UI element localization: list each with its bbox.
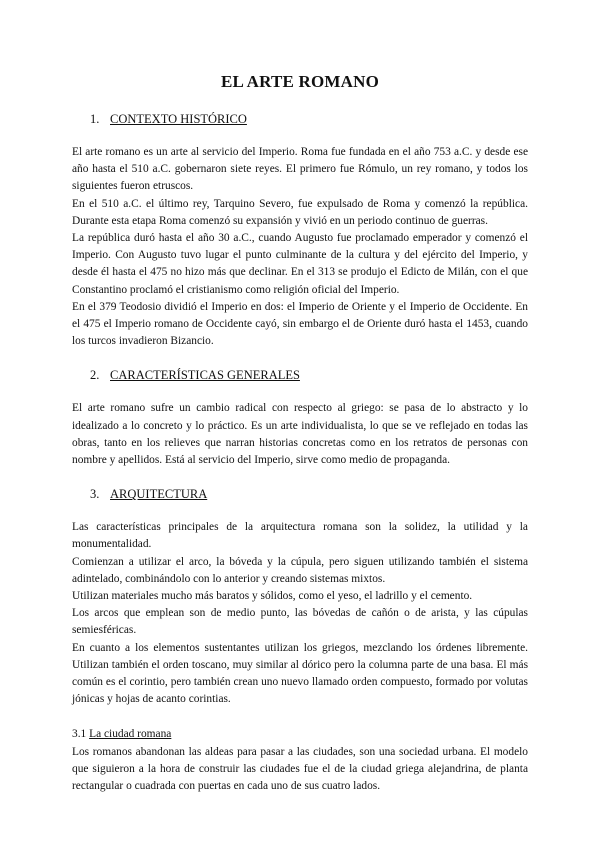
section-heading-caracteristicas [90, 368, 528, 383]
paragraph: Los arcos que emplean son de medio punto, las bóvedas de cañón o de arista, y las cúpulas semiesféricas. [72, 607, 528, 637]
section-number: 1. [90, 112, 100, 126]
paragraph: Comienzan a utilizar el arco, la bóveda y la cúpula, pero siguen utilizando también el sistema adintelado, combinándolo con lo anterior y creando sistemas mixtos. [72, 555, 528, 585]
section-number: 3. [90, 487, 100, 502]
paragraph: Utilizan materiales mucho más baratos y sólidos, como el yeso, el ladrillo y el cemento. [72, 590, 473, 603]
section-body-caracteristicas [72, 400, 528, 469]
paragraph: En cuanto a los elementos sustentantes utilizan los griegos, mezclando los órdenes libremente. Utilizan también el orden toscano, muy similar al dórico pero la columna parte de una basa. El más común es el corintio, pero también crean uno nuevo llamado orden compuesto, formado por volutas jónicas y hojas de acanto corintias. [72, 641, 528, 706]
subsection-heading-ciudad-romana [72, 726, 528, 743]
section-heading-contexto [90, 112, 528, 127]
section-title: CARACTERÍSTICAS GENERALES [110, 368, 300, 383]
document-title: EL ARTE ROMANO [220, 72, 380, 91]
paragraph: En el 510 a.C. el último rey, Tarquino Severo, fue expulsado de Roma y comenzó la república. Durante esta etapa Roma comenzó su expansión y vivió en un periodo continuo de guerras. [72, 197, 528, 227]
section-number: 2. [90, 368, 100, 383]
section-heading-arquitectura [90, 487, 528, 502]
paragraph: La república duró hasta el año 30 a.C., cuando Augusto fue proclamado emperador y comenzó el Imperio. Con Augusto tuvo lugar el punto culminante de la cultura y del ejército del Imperio, y desde él hasta el 475 no hizo más que declinar. En el 313 se produjo el Edicto de Milán, con el que Constantino proclamó el cristianismo como religión oficial del Imperio. [72, 232, 528, 296]
paragraph: Los romanos abandonan las aldeas para pasar a las ciudades, son una sociedad urbana. El modelo que siguieron a la hora de construir las ciudades fue el de la ciudad griega alejandrina, de planta rectangular o cuadrada con puertas en cada uno de sus cuatro lados. [72, 745, 528, 793]
paragraph: El arte romano sufre un cambio radical con respecto al griego: se pasa de lo abstracto y lo idealizado a lo concreto y lo práctico. Es un arte individualista, lo que se ve reflejado en todas las obras, tanto en los relieves que narran historias concretas como en los retratos de personas con nombre y apellidos. Está al servicio del Imperio, sirve como medio de propaganda. [72, 402, 528, 467]
section-body-arquitectura [72, 519, 528, 708]
section-title: ARQUITECTURA [110, 487, 208, 502]
paragraph: Las características principales de la arquitectura romana son la solidez, la utilidad y la monumentalidad. [72, 521, 528, 551]
paragraph: El arte romano es un arte al servicio del Imperio. Roma fue fundada en el año 753 a.C. y desde ese año hasta el 510 a.C. gobernaron siete reyes. El primero fue Rómulo, un rey romano, y todos los siguientes fueron etruscos. [72, 146, 528, 193]
paragraph: En el 379 Teodosio dividió el Imperio en dos: el Imperio de Oriente y el Imperio de Occidente. En el 475 el Imperio romano de Occidente cayó, sin embargo el de Oriente duró hasta el 1453, cuando los turcos invadieron Bizancio. [72, 300, 528, 348]
subsection-title: La ciudad romana [89, 728, 172, 741]
section-title: CONTEXTO HISTÓRICO [110, 112, 247, 126]
subsection-number: 3.1 [72, 728, 87, 741]
section-body-contexto [72, 144, 528, 350]
